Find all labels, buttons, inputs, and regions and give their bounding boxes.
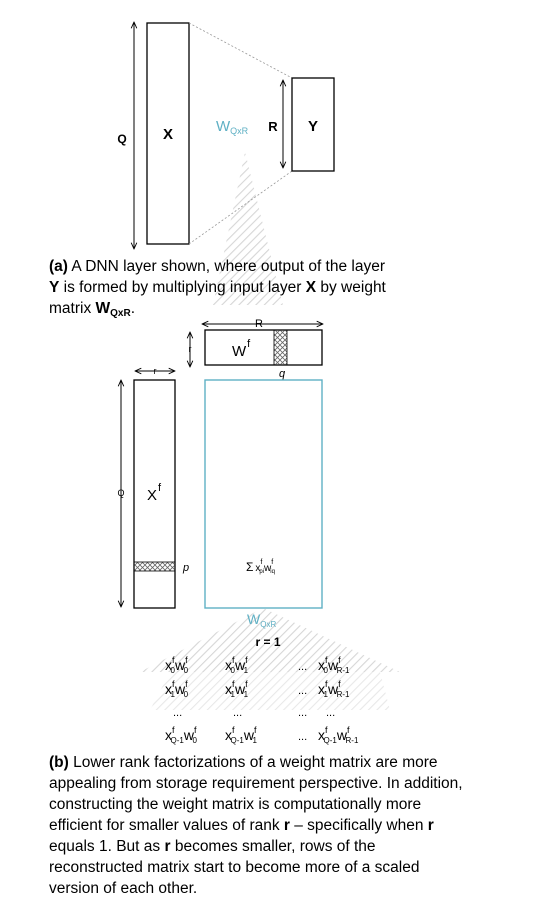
product-cell-r2-c1: ... [233,707,243,719]
product-cell-r1-c0: $x^f$ $1w^f$ 0 [165,679,189,699]
product-cell-r3-c0: $x^f$ $Q-1w^f$ 0 [165,725,197,745]
row-p-label: p [183,562,190,574]
caption-b-line4: efficient for smaller values of rank r – specifically when r [49,817,434,834]
dimension-r-label: R [268,119,278,134]
product-cell-r3-c2: ... [298,731,308,743]
product-cell-r0-c0: $x^f$ $0w^f$ 0 [165,655,189,675]
factor-wf-column-q [274,330,287,365]
weight-matrix-label: $W_{QxR}$ [216,118,249,136]
part-b-diagram [117,318,400,710]
product-cell-r1-c2: ... [298,685,308,697]
reconstructed-w-label: $W_{QxR}$ [247,611,277,629]
caption-b [49,752,463,899]
caption-b-line2: appealing from storage requirement perspective. In addition, [49,775,463,792]
projection-line-top [189,23,292,78]
column-q-label: q [278,368,286,380]
caption-b-line6: reconstructed matrix start to become more of a scaled [49,859,420,876]
element-sum-formula: Σ $x^f$ piw$^f$ iq [246,559,275,575]
dimension-r-left-label: r [153,366,157,376]
product-cell-r2-c2: ... [298,707,308,719]
dimension-r-small-label: r [188,344,192,354]
dimension-q-label: Q [117,132,127,146]
product-cell-r0-c2: ... [298,661,308,673]
factor-xf-row-p [134,562,175,571]
caption-a [49,256,386,321]
matrix-y-label: Y [307,118,319,135]
product-cell-r0-c1: $x^f$ $0w^f$ 1 [225,655,249,675]
dimension-r-top-label: R [255,318,263,330]
caption-b-line7: version of each other. [49,880,198,897]
product-cell-r2-c3: ... [326,707,336,719]
caption-a-line1: (a) A DNN layer shown, where output of the layer [49,258,386,275]
product-cell-r3-c3: $x^f$ $Q-1w^f$ R-1 [318,725,359,745]
caption-a-line3: matrix WQxR. [49,300,136,319]
product-cell-r1-c1: $x^f$ $1w^f$ 1 [225,679,249,699]
caption-b-line1: (b) Lower rank factorizations of a weight matrix are more [49,754,438,771]
product-cell-r0-c3: $x^f$ $0w^f$ R-1 [318,655,350,675]
dimension-q-big-label: Q [117,488,125,498]
matrix-x-label: X [162,126,174,143]
caption-a-line2: Y is formed by multiplying input layer X by weight [49,279,386,296]
caption-b-line3: constructing the weight matrix is computationally more [49,796,422,813]
caption-b-line5: equals 1. But as r becomes smaller, rows of the [49,838,376,855]
factor-xf-label: $X^f$ [147,482,162,504]
product-cell-r2-c0: ... [173,707,183,719]
rank-equals-label: r = 1 [255,635,281,649]
product-cell-r1-c3: $x^f$ $1w^f$ R-1 [318,679,350,699]
factor-wf-label: $W^f$ [232,338,251,360]
product-cell-r3-c1: $x^f$ $Q-1w^f$ 1 [225,725,257,745]
factor-wf-box [205,330,322,365]
